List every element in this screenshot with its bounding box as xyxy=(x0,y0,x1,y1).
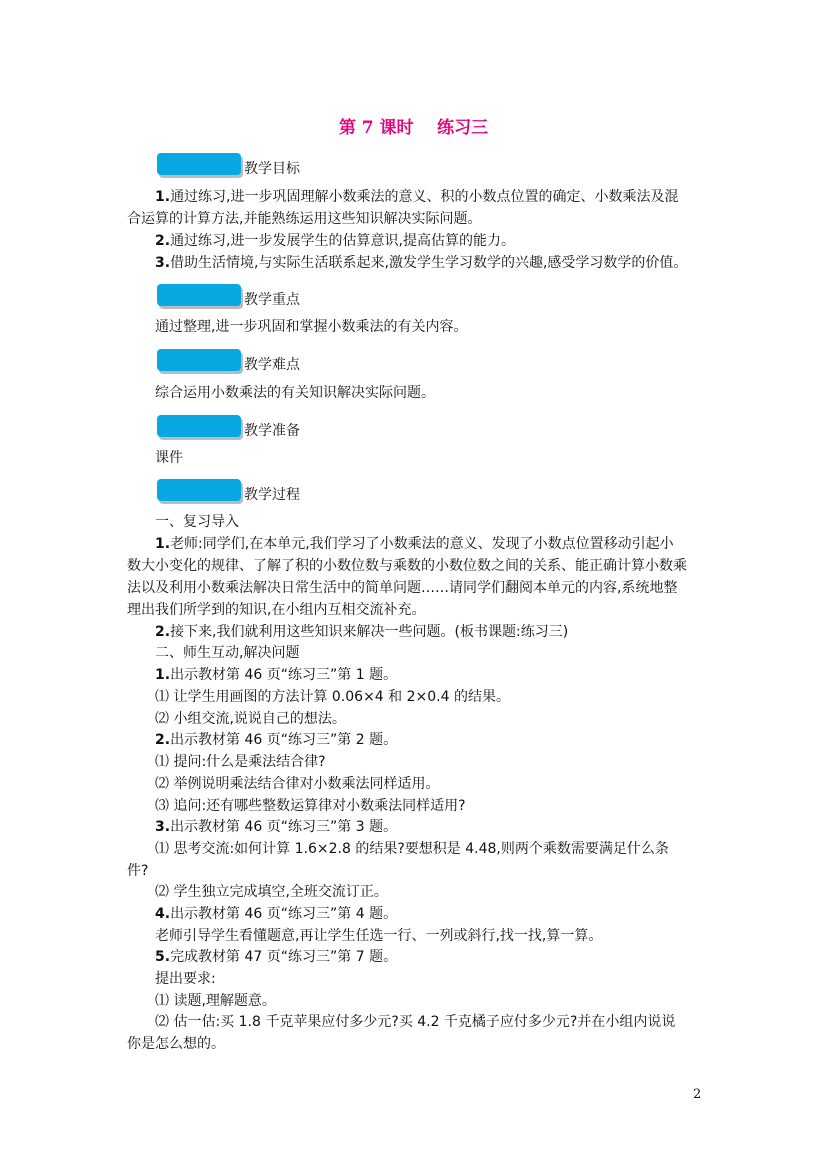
goal-line xyxy=(155,187,679,207)
section-label: 教学目标 xyxy=(244,161,300,177)
process-line xyxy=(155,796,466,816)
line-text: 老师引导学生看懂题意,再让学生任选一行、一列或斜行,找一找,算一算。 xyxy=(155,928,603,944)
line-number: 1. xyxy=(155,189,171,205)
line-text: 老师:同学们,在本单元,我们学习了小数乘法的意义、发现了小数点位置移动引起小 xyxy=(170,536,674,552)
process-line xyxy=(127,1034,225,1054)
section-badge xyxy=(157,153,241,175)
line-text: ⑴ 提问:什么是乘法结合律? xyxy=(155,754,326,770)
line-number: 4. xyxy=(155,906,171,922)
line-number: 2. xyxy=(155,624,171,640)
process-line xyxy=(155,512,239,532)
line-text: ⑴ 思考交流:如何计算 1.6×2.8 的结果?要想积是 4.48,则两个乘数需要满足什么条 xyxy=(155,841,669,857)
line-number: 3. xyxy=(155,255,171,271)
line-text: 一、复习导入 xyxy=(155,514,239,530)
line-text: 提出要求: xyxy=(155,971,216,987)
line-text: ⑵ 学生独立完成填空,全班交流订正。 xyxy=(155,884,388,900)
line-text: 通过练习,进一步发展学生的估算意识,提高估算的能力。 xyxy=(170,233,515,249)
process-line xyxy=(155,534,674,554)
process-line xyxy=(127,578,677,598)
lesson-title: 第 7 课时 练习三 xyxy=(338,118,489,138)
line-text: 出示教材第 46 页“练习三”第 3 题。 xyxy=(170,819,398,835)
line-text: ⑵ 举例说明乘法结合律对小数乘法同样适用。 xyxy=(155,776,440,792)
line-text: 接下来,我们就利用这些知识来解决一些问题。(板书课题:练习三) xyxy=(170,624,569,640)
difficulty-text: 综合运用小数乘法的有关知识解决实际问题。 xyxy=(155,385,435,401)
prep-text: 课件 xyxy=(155,450,183,466)
process-line xyxy=(127,600,425,620)
process-line xyxy=(155,622,568,642)
line-text: 你是怎么想的。 xyxy=(127,1036,225,1052)
goal-line xyxy=(155,231,515,251)
process-line xyxy=(155,839,669,859)
process-line xyxy=(155,774,439,794)
line-text: 数大小变化的规律、了解了积的小数位数与乘数的小数位数之间的关系、能正确计算小数乘 xyxy=(127,558,687,574)
line-text: 出示教材第 46 页“练习三”第 4 题。 xyxy=(170,906,398,922)
line-number: 2. xyxy=(155,732,171,748)
section-label: 教学重点 xyxy=(244,292,300,308)
line-number: 3. xyxy=(155,819,171,835)
page-number: 2 xyxy=(693,1087,702,1102)
process-line xyxy=(155,1012,675,1032)
line-number: 5. xyxy=(155,949,171,965)
section-badge xyxy=(157,415,241,437)
line-number: 1. xyxy=(155,667,171,683)
section-label: 教学过程 xyxy=(244,487,300,503)
focus-text: 通过整理,进一步巩固和掌握小数乘法的有关内容。 xyxy=(155,319,468,335)
process-line xyxy=(155,665,397,685)
line-text: ⑶ 追问:还有哪些整数运算律对小数乘法同样适用? xyxy=(155,798,466,814)
line-text: 出示教材第 46 页“练习三”第 2 题。 xyxy=(170,732,398,748)
process-line xyxy=(155,752,326,772)
section-badge xyxy=(157,349,241,371)
line-number: 1. xyxy=(155,536,171,552)
section-label: 教学准备 xyxy=(244,423,300,439)
section-badge xyxy=(157,479,241,501)
section-badge xyxy=(157,284,241,306)
line-text: 理出我们所学到的知识,在小组内互相交流补充。 xyxy=(127,602,426,618)
process-line xyxy=(155,643,299,663)
process-line xyxy=(155,817,397,837)
goal-line xyxy=(127,209,481,229)
process-line xyxy=(127,861,148,881)
process-line xyxy=(155,730,397,750)
process-line xyxy=(155,947,397,967)
process-line xyxy=(155,882,388,902)
process-line xyxy=(155,904,397,924)
line-text: 通过练习,进一步巩固理解小数乘法的意义、积的小数点位置的确定、小数乘法及混 xyxy=(170,189,679,205)
line-text: ⑵ 小组交流,说说自己的想法。 xyxy=(155,711,346,727)
line-text: 完成教材第 47 页“练习三”第 7 题。 xyxy=(170,949,398,965)
line-text: 借助生活情境,与实际生活联系起来,激发学生学习数学的兴趣,感受学习数学的价值。 xyxy=(170,255,688,271)
process-line xyxy=(155,687,510,707)
line-text: 出示教材第 46 页“练习三”第 1 题。 xyxy=(170,667,398,683)
line-text: 法以及利用小数乘法解决日常生活中的简单问题……请同学们翻阅本单元的内容,系统地整 xyxy=(127,580,678,596)
process-line xyxy=(127,556,687,576)
section-label: 教学难点 xyxy=(244,357,300,373)
line-text: 合运算的计算方法,并能熟练运用这些知识解决实际问题。 xyxy=(127,211,482,227)
process-line xyxy=(155,709,346,729)
line-number: 2. xyxy=(155,233,171,249)
goal-line xyxy=(155,253,687,273)
line-text: 件? xyxy=(127,863,149,879)
process-line xyxy=(155,926,602,946)
line-text: ⑴ 读题,理解题意。 xyxy=(155,993,276,1009)
line-text: 二、师生互动,解决问题 xyxy=(155,645,300,661)
line-text: ⑵ 估一估:买 1.8 千克苹果应付多少元?买 4.2 千克橘子应付多少元?并在小组内说说 xyxy=(155,1014,676,1030)
line-text: ⑴ 让学生用画图的方法计算 0.06×4 和 2×0.4 的结果。 xyxy=(155,689,510,705)
process-line xyxy=(155,991,276,1011)
process-line xyxy=(155,969,216,989)
